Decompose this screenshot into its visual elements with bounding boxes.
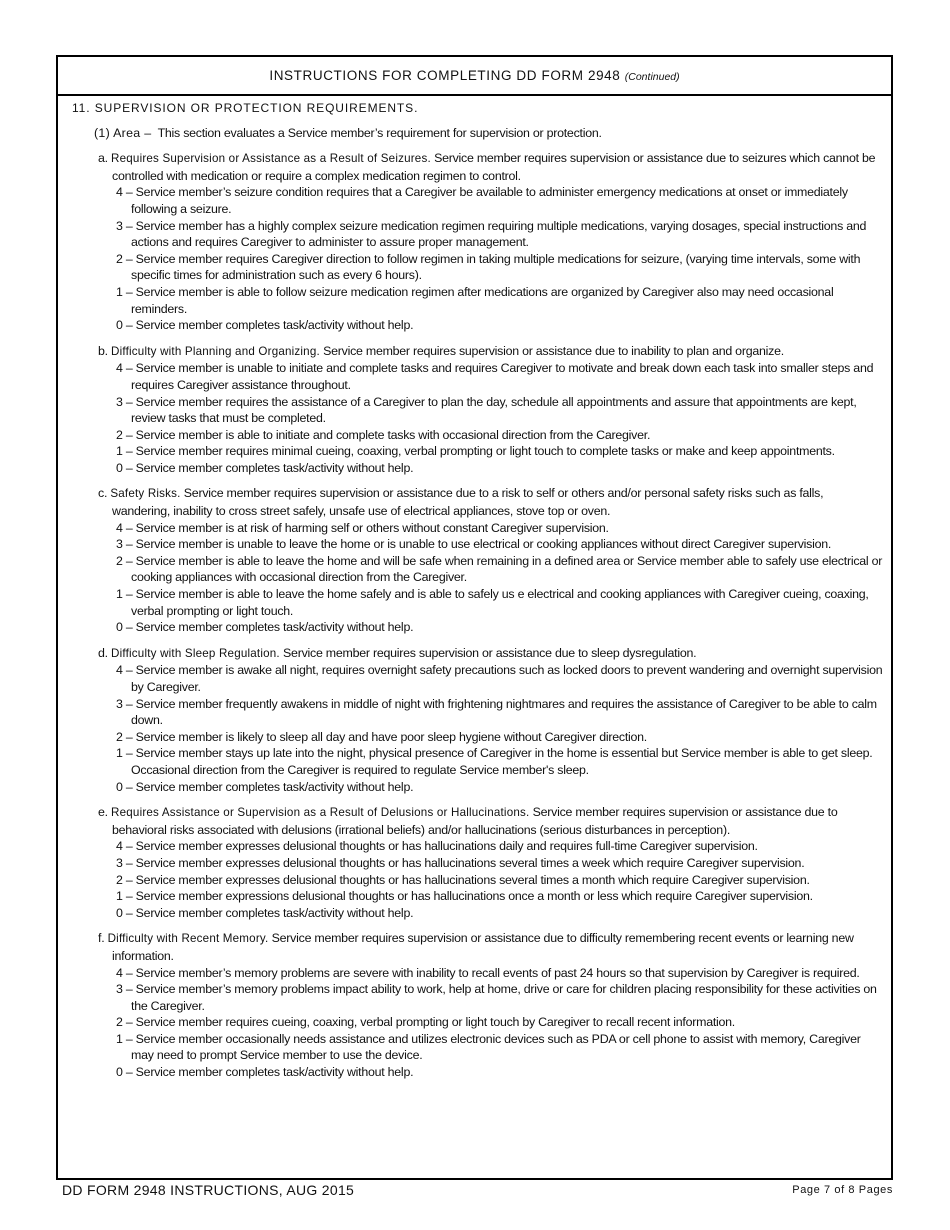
header-title: INSTRUCTIONS FOR COMPLETING DD FORM 2948 (269, 68, 621, 83)
page-footer (62, 1182, 893, 1200)
subsection-letter: f. (98, 931, 105, 946)
rating-item: 0 – Service member completes task/activity without help. (116, 460, 414, 475)
subsection-letter: b. (98, 343, 108, 358)
area-label: (1) Area – (94, 125, 152, 140)
subsection-heading (72, 930, 883, 964)
subsection-title: Safety Risks. (110, 487, 181, 501)
area-text: This section evaluates a Service member’s requirement for supervision or protection. (157, 125, 602, 140)
subsection-title: Difficulty with Sleep Regulation. (111, 646, 280, 660)
rating-item: 4 – Service member is unable to initiate and complete tasks and requires Caregiver to motivate and break down each task into smaller steps and requires Caregiver assistance throughout. (116, 361, 874, 392)
rating-item: 3 – Service member requires the assistance of a Caregiver to plan the day, schedule all appointments and assure that appointments are kept, review tasks that must be completed. (116, 394, 857, 426)
instructions-content (58, 96, 891, 1081)
rating-item: 0 – Service member completes task/activity without help. (116, 1065, 414, 1080)
rating-item: 4 – Service member’s seizure condition requires that a Caregiver be available to administer emergency medications at onset or immediately following a seizure. (116, 185, 848, 216)
rating-item: 0 – Service member completes task/activity without help. (116, 318, 414, 333)
rating-item: 4 – Service member expresses delusional thoughts or has hallucinations daily and requires full-time Caregiver supervision. (116, 839, 758, 854)
subsection-heading (72, 645, 883, 663)
rating-item: 0 – Service member completes task/activity without help. (116, 905, 414, 920)
rating-item: 1 – Service member is able to leave the home safely and is able to safely us e electrical and cooking appliances with Caregiver cueing, coaxing, verbal prompting or light touch. (116, 587, 869, 618)
subsection-e (72, 804, 883, 921)
rating-item: 2 – Service member requires Caregiver direction to follow regimen in taking multiple medications for seizure, (varying time intervals, some with specific times for administration such as every 6 hours). (116, 251, 861, 283)
rating-item: 2 – Service member is able to initiate and complete tasks with occasional direction from the Caregiver. (116, 427, 651, 442)
subsection-description: Service member requires supervision or assistance due to difficulty remembering recent events or learning new information. (112, 931, 854, 963)
rating-item: 2 – Service member is able to leave the home and will be safe when remaining in a defined area or Service member able to safely use electrical or cooking appliances with occasional direction from the Caregiver. (116, 553, 883, 585)
rating-item: 0 – Service member completes task/activity without help. (116, 779, 414, 794)
section-title: 11. SUPERVISION OR PROTECTION REQUIREMENTS. (72, 101, 419, 115)
subsection-title: Difficulty with Recent Memory. (107, 932, 269, 946)
subsection-heading (72, 150, 883, 184)
rating-item: 0 – Service member completes task/activity without help. (116, 620, 414, 635)
subsection-letter: d. (98, 645, 108, 660)
subsection-letter: c. (98, 486, 108, 501)
subsection-heading (72, 343, 883, 361)
rating-item: 3 – Service member expresses delusional thoughts or has hallucinations several times a week which require Caregiver supervision. (116, 855, 805, 870)
rating-item: 1 – Service member occasionally needs assistance and utilizes electronic devices such as PDA or cell phone to assist with memory, Caregiver may need to prompt Service member to use the device. (116, 1031, 861, 1063)
rating-item: 2 – Service member expresses delusional thoughts or has hallucinations several times a month which require Caregiver supervision. (116, 872, 810, 887)
rating-item: 4 – Service member’s memory problems are severe with inability to recall events of past 24 hours so that supervision by Caregiver is required. (116, 965, 860, 980)
subsection-c (72, 485, 883, 635)
rating-item: 3 – Service member’s memory problems impact ability to work, help at home, drive or care for children placing responsibility for these activities on the Caregiver. (116, 982, 877, 1013)
area-line (72, 125, 883, 142)
subsection-description: Service member requires supervision or assistance due to sleep dysregulation. (283, 645, 697, 660)
rating-item: 3 – Service member has a highly complex seizure medication regimen requiring multiple medications, varying dosages, special instructions and actions and requires Caregiver to administer to assure proper management. (116, 218, 867, 250)
page-header (58, 57, 891, 96)
subsection-d (72, 645, 883, 795)
rating-item: 1 – Service member is able to follow seizure medication regimen after medications are organized by Caregiver also may need occasional reminders. (116, 284, 834, 316)
subsection-list (72, 150, 883, 1080)
subsection-heading (72, 804, 883, 838)
rating-item: 2 – Service member is likely to sleep all day and have poor sleep hygiene without Caregiver direction. (116, 729, 647, 744)
footer-form-id: DD FORM 2948 INSTRUCTIONS, AUG 2015 (62, 1182, 355, 1198)
subsection-title: Difficulty with Planning and Organizing. (111, 344, 320, 358)
subsection-title: Requires Supervision or Assistance as a Result of Seizures. (111, 152, 431, 166)
rating-item: 2 – Service member requires cueing, coaxing, verbal prompting or light touch by Caregiver to recall recent information. (116, 1015, 736, 1030)
rating-item: 1 – Service member expressions delusional thoughts or has hallucinations once a month or less which require Caregiver supervision. (116, 889, 813, 904)
subsection-description: Service member requires supervision or assistance due to inability to plan and organize. (323, 343, 784, 358)
rating-item: 1 – Service member stays up late into the night, physical presence of Caregiver in the home is essential but Service member is able to get sleep. Occasional direction from the Caregiver is required to regulate Service member's sleep. (116, 746, 873, 777)
rating-item: 4 – Service member is awake all night, requires overnight safety precautions such as locked doors to prevent wandering and overnight supervision by Caregiver. (116, 663, 883, 694)
subsection-letter: a. (98, 151, 108, 166)
subsection-f (72, 930, 883, 1080)
subsection-description: Service member requires supervision or assistance due to a risk to self or others and/or personal safety risks such as falls, wandering, inability to cross street safely, unsafe use of electrical appliances, stove top or oven. (112, 486, 824, 519)
header-continued: (Continued) (624, 71, 680, 83)
subsection-heading (72, 485, 883, 519)
subsection-a (72, 150, 883, 334)
rating-item: 1 – Service member requires minimal cueing, coaxing, verbal prompting or light touch to complete tasks or make and keep appointments. (116, 444, 835, 459)
subsection-description: Service member requires supervision or assistance due to behavioral risks associated with delusions (irrational beliefs) and/or hallucinations (serious disturbances in perception). (112, 805, 838, 837)
subsection-description: Service member requires supervision or assistance due to seizures which cannot be controlled with medication or require a complex medication regimen to control. (112, 151, 876, 183)
subsection-b (72, 343, 883, 477)
rating-item: 4 – Service member is at risk of harming self or others without constant Caregiver supervision. (116, 520, 609, 535)
rating-item: 3 – Service member is unable to leave the home or is unable to use electrical or cooking appliances without direct Caregiver supervision. (116, 537, 832, 552)
form-frame (56, 55, 893, 1180)
rating-item: 3 – Service member frequently awakens in middle of night with frightening nightmares and requires the assistance of Caregiver to be able to calm down. (116, 696, 877, 728)
footer-page-number: Page 7 of 8 Pages (792, 1184, 893, 1196)
subsection-title: Requires Assistance or Supervision as a Result of Delusions or Hallucinations. (111, 806, 530, 820)
subsection-letter: e. (98, 805, 108, 820)
